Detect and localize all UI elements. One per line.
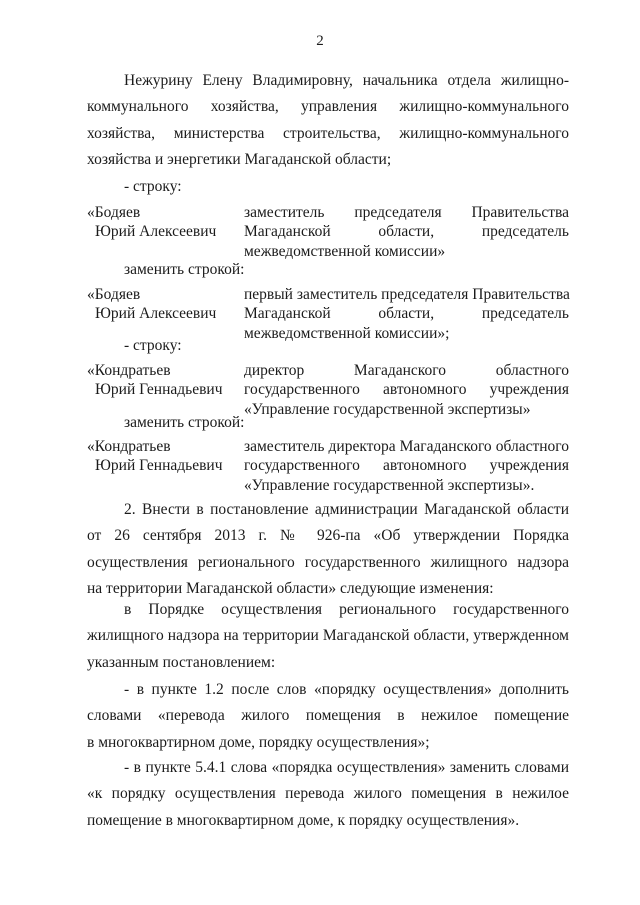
entry-name	[87, 437, 237, 476]
text-line: указанным постановлением:	[87, 653, 276, 671]
text-line: в многоквартирном доме, порядку осуществления»;	[87, 733, 430, 751]
text-line: «к порядку осуществления перевода жилого помещения в нежилое	[87, 785, 569, 803]
text-line: хозяйства, министерства строительства, жилищно-коммунального	[87, 124, 569, 142]
text-line: помещение в многоквартирном доме, к порядку осуществления».	[87, 811, 520, 829]
position-line: заместитель директора Магаданского областного	[244, 438, 569, 455]
text-line: жилищного надзора на территории Магаданской области, утвержденном	[87, 627, 569, 645]
paragraph-appointee	[87, 68, 569, 173]
text-line: - в пункте 1.2 после слов «порядку осуществления» дополнить	[124, 681, 569, 698]
instruction-line: - строку:	[124, 337, 182, 354]
text-line: - в пункте 5.4.1 слова «порядка осуществления» заменить словами	[124, 759, 569, 776]
entry-given-name: Юрий Геннадьевич	[95, 381, 223, 399]
position-line: директор Магаданского областного	[244, 362, 569, 379]
entry-surname: «Бодяев	[87, 204, 141, 221]
position-line: «Управление государственной экспертизы»	[244, 400, 531, 418]
text-line: Нежурину Елену Владимировну, начальника отдела жилищно-	[124, 72, 569, 89]
position-line: заместитель председателя Правительства	[244, 204, 569, 221]
text-line: коммунального хозяйства, управления жилищно-коммунального	[87, 98, 569, 116]
position-line: «Управление государственной экспертизы».	[244, 476, 535, 494]
entry-position	[244, 285, 569, 343]
entry-given-name: Юрий Геннадьевич	[95, 457, 223, 475]
instruction-line: заменить строкой:	[124, 414, 245, 431]
entry-position	[244, 203, 569, 261]
text-line: 2. Внести в постановление администрации Магаданской области	[124, 501, 569, 518]
entry-name	[87, 285, 237, 324]
entry-surname: «Кондратьев	[87, 362, 171, 379]
entry-surname: «Кондратьев	[87, 438, 171, 455]
text-line: словами «перевода жилого помещения в нежилое помещение	[87, 707, 569, 725]
paragraph-point-5-4-1	[87, 755, 569, 834]
instruction-line: заменить строкой:	[124, 261, 245, 278]
text-line: от 26 сентября 2013 г. № 926-па «Об утверждении Порядка	[87, 527, 569, 545]
paragraph-procedure	[87, 597, 569, 676]
text-line: в Порядке осуществления регионального государственного	[124, 601, 569, 618]
paragraph-point-1-2	[87, 677, 569, 756]
entry-given-name: Юрий Алексеевич	[95, 305, 217, 323]
entry-position	[244, 361, 569, 419]
position-line: государственного автономного учреждения	[244, 457, 569, 475]
entry-given-name: Юрий Алексеевич	[95, 223, 217, 241]
position-line: межведомственной комиссии»	[244, 242, 446, 260]
entry-position	[244, 437, 569, 495]
instruction-line: - строку:	[124, 178, 182, 195]
position-line: первый заместитель председателя Правительства	[244, 286, 570, 303]
paragraph-item-2	[87, 497, 569, 602]
entry-name	[87, 361, 237, 400]
position-line: межведомственной комиссии»;	[244, 324, 450, 342]
text-line: осуществления регионального государственного жилищного надзора	[87, 553, 569, 571]
entry-surname: «Бодяев	[87, 286, 141, 303]
text-line: хозяйства и энергетики Магаданской области;	[87, 150, 392, 168]
position-line: Магаданской области, председатель	[244, 305, 569, 323]
position-line: Магаданской области, председатель	[244, 223, 569, 241]
text-line: на территории Магаданской области» следующие изменения:	[87, 579, 494, 597]
position-line: государственного автономного учреждения	[244, 381, 569, 399]
page-number: 2	[316, 33, 324, 49]
entry-name	[87, 203, 237, 242]
